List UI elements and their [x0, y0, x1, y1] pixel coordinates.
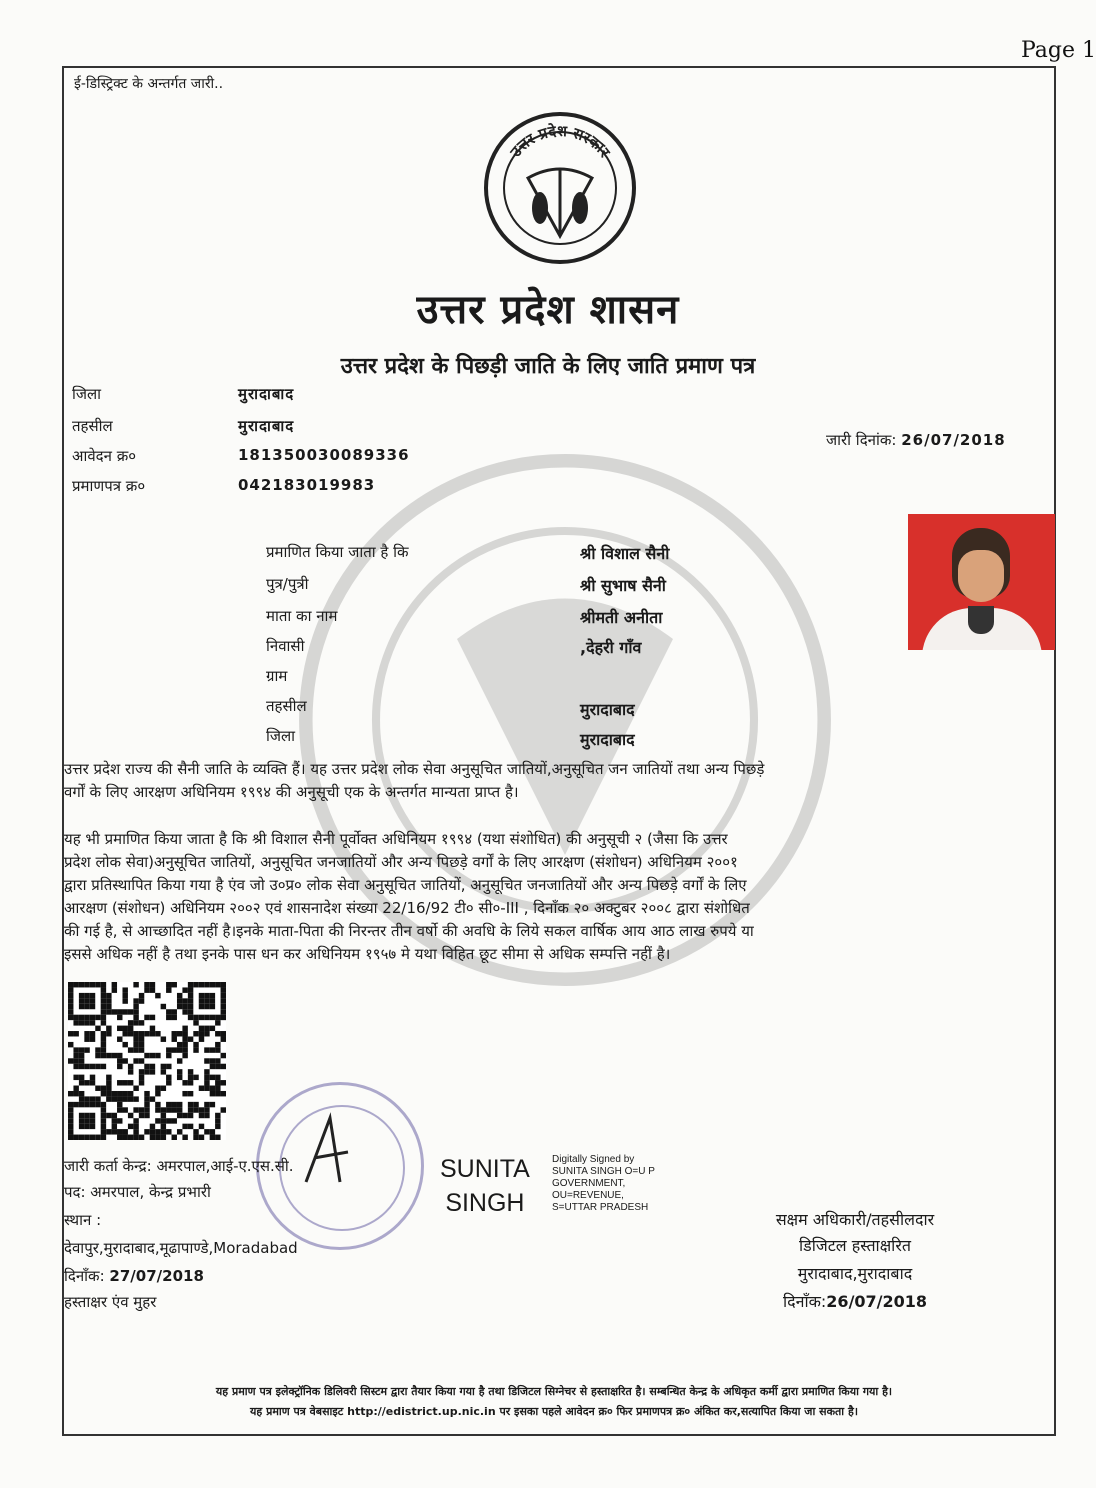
caste-statement	[64, 758, 1044, 804]
footer-verification: यह प्रमाण पत्र वेबसाइट http://edistrict.up.nic.in पर इसका पहले आवेदन क्र० फिर प्रमाणपत्र क्र० अंकित कर,सत्यापित किया जा सकता है।	[250, 1405, 858, 1418]
officer-date	[700, 1290, 1010, 1312]
father-name: श्री सुभाष सैनी	[580, 576, 666, 595]
page-title: उत्तर प्रदेश शासन	[416, 287, 680, 333]
qr-code	[68, 982, 226, 1140]
issuing-center: जारी कर्ता केन्द्र: अमरपाल,आई-ए.एस.सी.	[64, 1157, 294, 1175]
application-number-label: आवेदन क्र०	[72, 447, 137, 465]
issuer-date-value: 27/07/2018	[109, 1267, 204, 1285]
mother-name: श्रीमती अनीता	[580, 608, 663, 627]
issuer-date	[64, 1266, 204, 1286]
officer-sign-type: डिजिटल हस्ताक्षरित	[799, 1236, 911, 1255]
paragraph-line: प्रदेश लोक सेवा)अनुसूचित जातियों, अनुसूचित जनजातियों और अन्य पिछड़े वर्गों के लिए आरक्षण (संशोधन) अधिनियम २००१	[64, 853, 738, 871]
paragraph-line: की गई है, से आच्छादित नहीं है।इनके माता-पिता की निरन्तर तीन वर्षो की अवधि के लिये सकल वार्षिक आय आठ लाख रुपये या	[64, 922, 754, 940]
place-value: देवापुर,मुरादाबाद,मूढापाण्डे,Moradabad	[64, 1239, 298, 1257]
officer-date-label: दिनाँक:	[782, 1292, 827, 1311]
application-number-value: 181350030089336	[238, 446, 410, 464]
officer-title: सक्षम अधिकारी/तहसीलदार	[775, 1210, 935, 1229]
caste-statement-line: उत्तर प्रदेश राज्य की सैनी जाति के व्यक्ति हैं। यह उत्तर प्रदेश लोक सेवा अनुसूचित जातियों,अनुसूचित जन जातियों तथा अन्य पिछड़े	[64, 760, 765, 778]
handwritten-signature	[300, 1112, 360, 1192]
tehsil-label: तहसील	[72, 417, 113, 435]
applicant-name: श्री विशाल सैनी	[580, 544, 670, 563]
footer-note: यह प्रमाण पत्र इलेक्ट्रॉनिक डिलिवरी सिस्टम द्वारा तैयार किया गया है तथा डिजिटल सिग्नेचर से हस्ताक्षरित है। सम्बन्धित केन्द्र के अधिकृत कर्मी द्वारा प्रमाणित किया गया है।	[215, 1385, 893, 1398]
paragraph-line: आरक्षण (संशोधन) अधिनियम २००२ एवं शासनादेश संख्या 22/16/92 टी० सी०-III , दिनाँक २० अक्टुबर २००८ द्वारा संशोधित	[64, 899, 750, 917]
issuer-date-label: दिनाँक:	[64, 1267, 105, 1285]
page-number: Page 1	[1020, 38, 1096, 63]
digital-signature-details	[552, 1154, 655, 1214]
issue-date-value: 26/07/2018	[901, 431, 1006, 449]
applicant-photo	[908, 514, 1055, 650]
digital-signer-name	[440, 1152, 530, 1220]
signer-name-line: SUNITA	[440, 1155, 530, 1183]
svg-text:उत्तर प्रदेश सरकार: उत्तर प्रदेश सरकार	[506, 121, 614, 161]
certification-paragraph	[64, 828, 1044, 966]
edistrict-note: ई-डिस्ट्रिक्ट के अन्तर्गत जारी..	[74, 76, 224, 92]
son-daughter-label: पुत्र/पुत्री	[266, 575, 309, 593]
paragraph-line: यह भी प्रमाणित किया जाता है कि श्री विशाल सैनी पूर्वोक्त अधिनियम १९९४ (यथा संशोधित) की अनुसूची २ (जैसा कि उत्तर	[64, 830, 728, 848]
district-value: मुरादाबाद	[238, 385, 295, 403]
place-label: स्थान :	[64, 1211, 102, 1229]
signature-detail-line: GOVERNMENT,	[552, 1178, 626, 1189]
signature-detail-line: SUNITA SINGH O=U P	[552, 1166, 655, 1177]
certificate-number-label: प्रमाणपत्र क्र०	[72, 477, 146, 495]
paragraph-line: इससे अधिक नहीं है तथा इनके पास धन कर अधिनियम १९५७ मे यथा विहित छूट सीमा से अधिक सम्पत्ति नहीं है।	[64, 945, 671, 963]
signer-name-line: SINGH	[445, 1189, 525, 1217]
person-district-label: जिला	[266, 727, 296, 745]
mother-name-label: माता का नाम	[266, 607, 338, 625]
caste-statement-line: वर्गों के लिए आरक्षण अधिनियम १९९४ की अनुसूची एक के अन्तर्गत मान्यता प्राप्त है।	[64, 783, 519, 801]
officer-location: मुरादाबाद,मुरादाबाद	[797, 1264, 913, 1283]
certificate-subtitle: उत्तर प्रदेश के पिछड़ी जाति के लिए जाति प्रमाण पत्र	[340, 354, 756, 379]
certificate-number-value: 042183019983	[238, 476, 376, 494]
resident-value: ,देहरी गाँव	[580, 638, 642, 657]
signature-seal-label: हस्ताक्षर एंव मुहर	[64, 1293, 157, 1311]
paragraph-line: द्वारा प्रतिस्थापित किया गया है एंव जो उ०प्र० लोक सेवा अनुसूचित जातियों, अनुसूचित जनजातियों और अन्य पिछड़े वर्गों के लिए	[64, 876, 747, 894]
certified-label: प्रमाणित किया जाता है कि	[266, 543, 409, 561]
issue-date-label: जारी दिनांक:	[826, 431, 897, 449]
tehsil-value: मुरादाबाद	[238, 417, 295, 435]
up-government-emblem	[480, 108, 640, 268]
person-tehsil-value: मुरादाबाद	[580, 700, 635, 719]
officer-date-value: 26/07/2018	[826, 1292, 928, 1311]
signature-detail-line: S=UTTAR PRADESH	[552, 1202, 649, 1213]
issue-date	[826, 430, 1006, 450]
resident-label: निवासी	[266, 637, 305, 655]
issuer-post: पद: अमरपाल, केन्द्र प्रभारी	[64, 1183, 211, 1201]
village-label: ग्राम	[266, 667, 288, 685]
signature-detail-line: OU=REVENUE,	[552, 1190, 624, 1201]
signature-detail-line: Digitally Signed by	[552, 1154, 635, 1165]
district-label: जिला	[72, 385, 102, 403]
person-tehsil-label: तहसील	[266, 697, 307, 715]
person-district-value: मुरादाबाद	[580, 730, 635, 749]
